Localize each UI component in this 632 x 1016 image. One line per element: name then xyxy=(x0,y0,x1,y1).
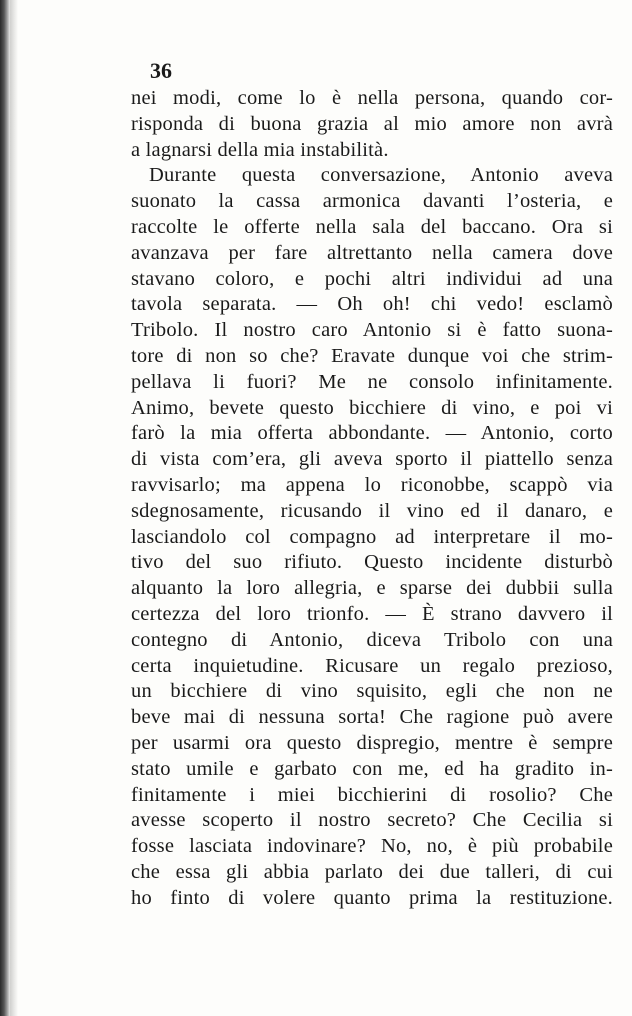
text-line: lasciandolo col compagno ad interpretare il mo- xyxy=(131,525,613,548)
text-line: per usarmi ora questo dispregio, mentre è sempre xyxy=(131,731,613,754)
text-line: tore di non so che? Eravate dunque voi che strim- xyxy=(131,344,613,367)
text-line: suonato la cassa armonica davanti l’osteria, e xyxy=(131,190,613,213)
text-line: che essa gli abbia parlato dei due talleri, di cui xyxy=(131,860,613,883)
text-line: fosse lasciata indovinare? No, no, è più probabile xyxy=(131,835,613,858)
body-text xyxy=(131,86,613,912)
text-line: certezza del loro trionfo. — È strano davvero il xyxy=(131,602,613,625)
text-line: nei modi, come lo è nella persona, quando cor- xyxy=(131,87,613,109)
text-line: finitamente i miei bicchierini di rosolio? Che xyxy=(131,783,613,806)
text-line: pellava li fuori? Me ne consolo infinitamente. xyxy=(131,370,613,393)
text-line: tivo del suo rifiuto. Questo incidente disturbò xyxy=(131,551,613,574)
binding-shadow xyxy=(10,0,18,1016)
text-line: ravvisarlo; ma appena lo riconobbe, scappò via xyxy=(131,473,613,496)
text-line: tavola separata. — Oh oh! chi vedo! esclamò xyxy=(131,293,613,316)
page-number: 36 xyxy=(150,58,172,83)
text-line: a lagnarsi della mia instabilità. xyxy=(131,138,389,161)
text-line: Tribolo. Il nostro caro Antonio si è fatto suona- xyxy=(131,319,613,342)
text-line: beve mai di nessuna sorta! Che ragione può avere xyxy=(131,706,613,729)
text-line: Durante questa conversazione, Antonio aveva xyxy=(149,164,613,187)
binding-edge xyxy=(0,0,10,1016)
text-line: stavano coloro, e pochi altri individui ad una xyxy=(131,267,613,290)
text-line: di vista com’era, gli aveva sporto il piattello senza xyxy=(131,448,613,471)
text-line: ho finto di volere quanto prima la restituzione. xyxy=(131,886,613,909)
text-line: raccolte le offerte nella sala del baccano. Ora si xyxy=(131,215,613,238)
text-line: stato umile e garbato con me, ed ha gradito in- xyxy=(131,757,613,780)
text-line: risponda di buona grazia al mio amore non avrà xyxy=(131,112,613,135)
text-line: avesse scoperto il nostro secreto? Che Cecilia si xyxy=(131,809,613,832)
text-line: certa inquietudine. Ricusare un regalo prezioso, xyxy=(131,654,613,677)
text-line: un bicchiere di vino squisito, egli che non ne xyxy=(131,680,613,703)
text-line: contegno di Antonio, diceva Tribolo con una xyxy=(131,628,613,651)
text-line: sdegnosamente, ricusando il vino ed il danaro, e xyxy=(131,499,613,522)
text-line: alquanto la loro allegria, e sparse dei dubbii sulla xyxy=(131,577,613,600)
text-line: avanzava per fare altrettanto nella camera dove xyxy=(131,241,613,264)
text-line: Animo, bevete questo bicchiere di vino, e poi vi xyxy=(131,396,613,419)
text-line: farò la mia offerta abbondante. — Antonio, corto xyxy=(131,422,613,445)
